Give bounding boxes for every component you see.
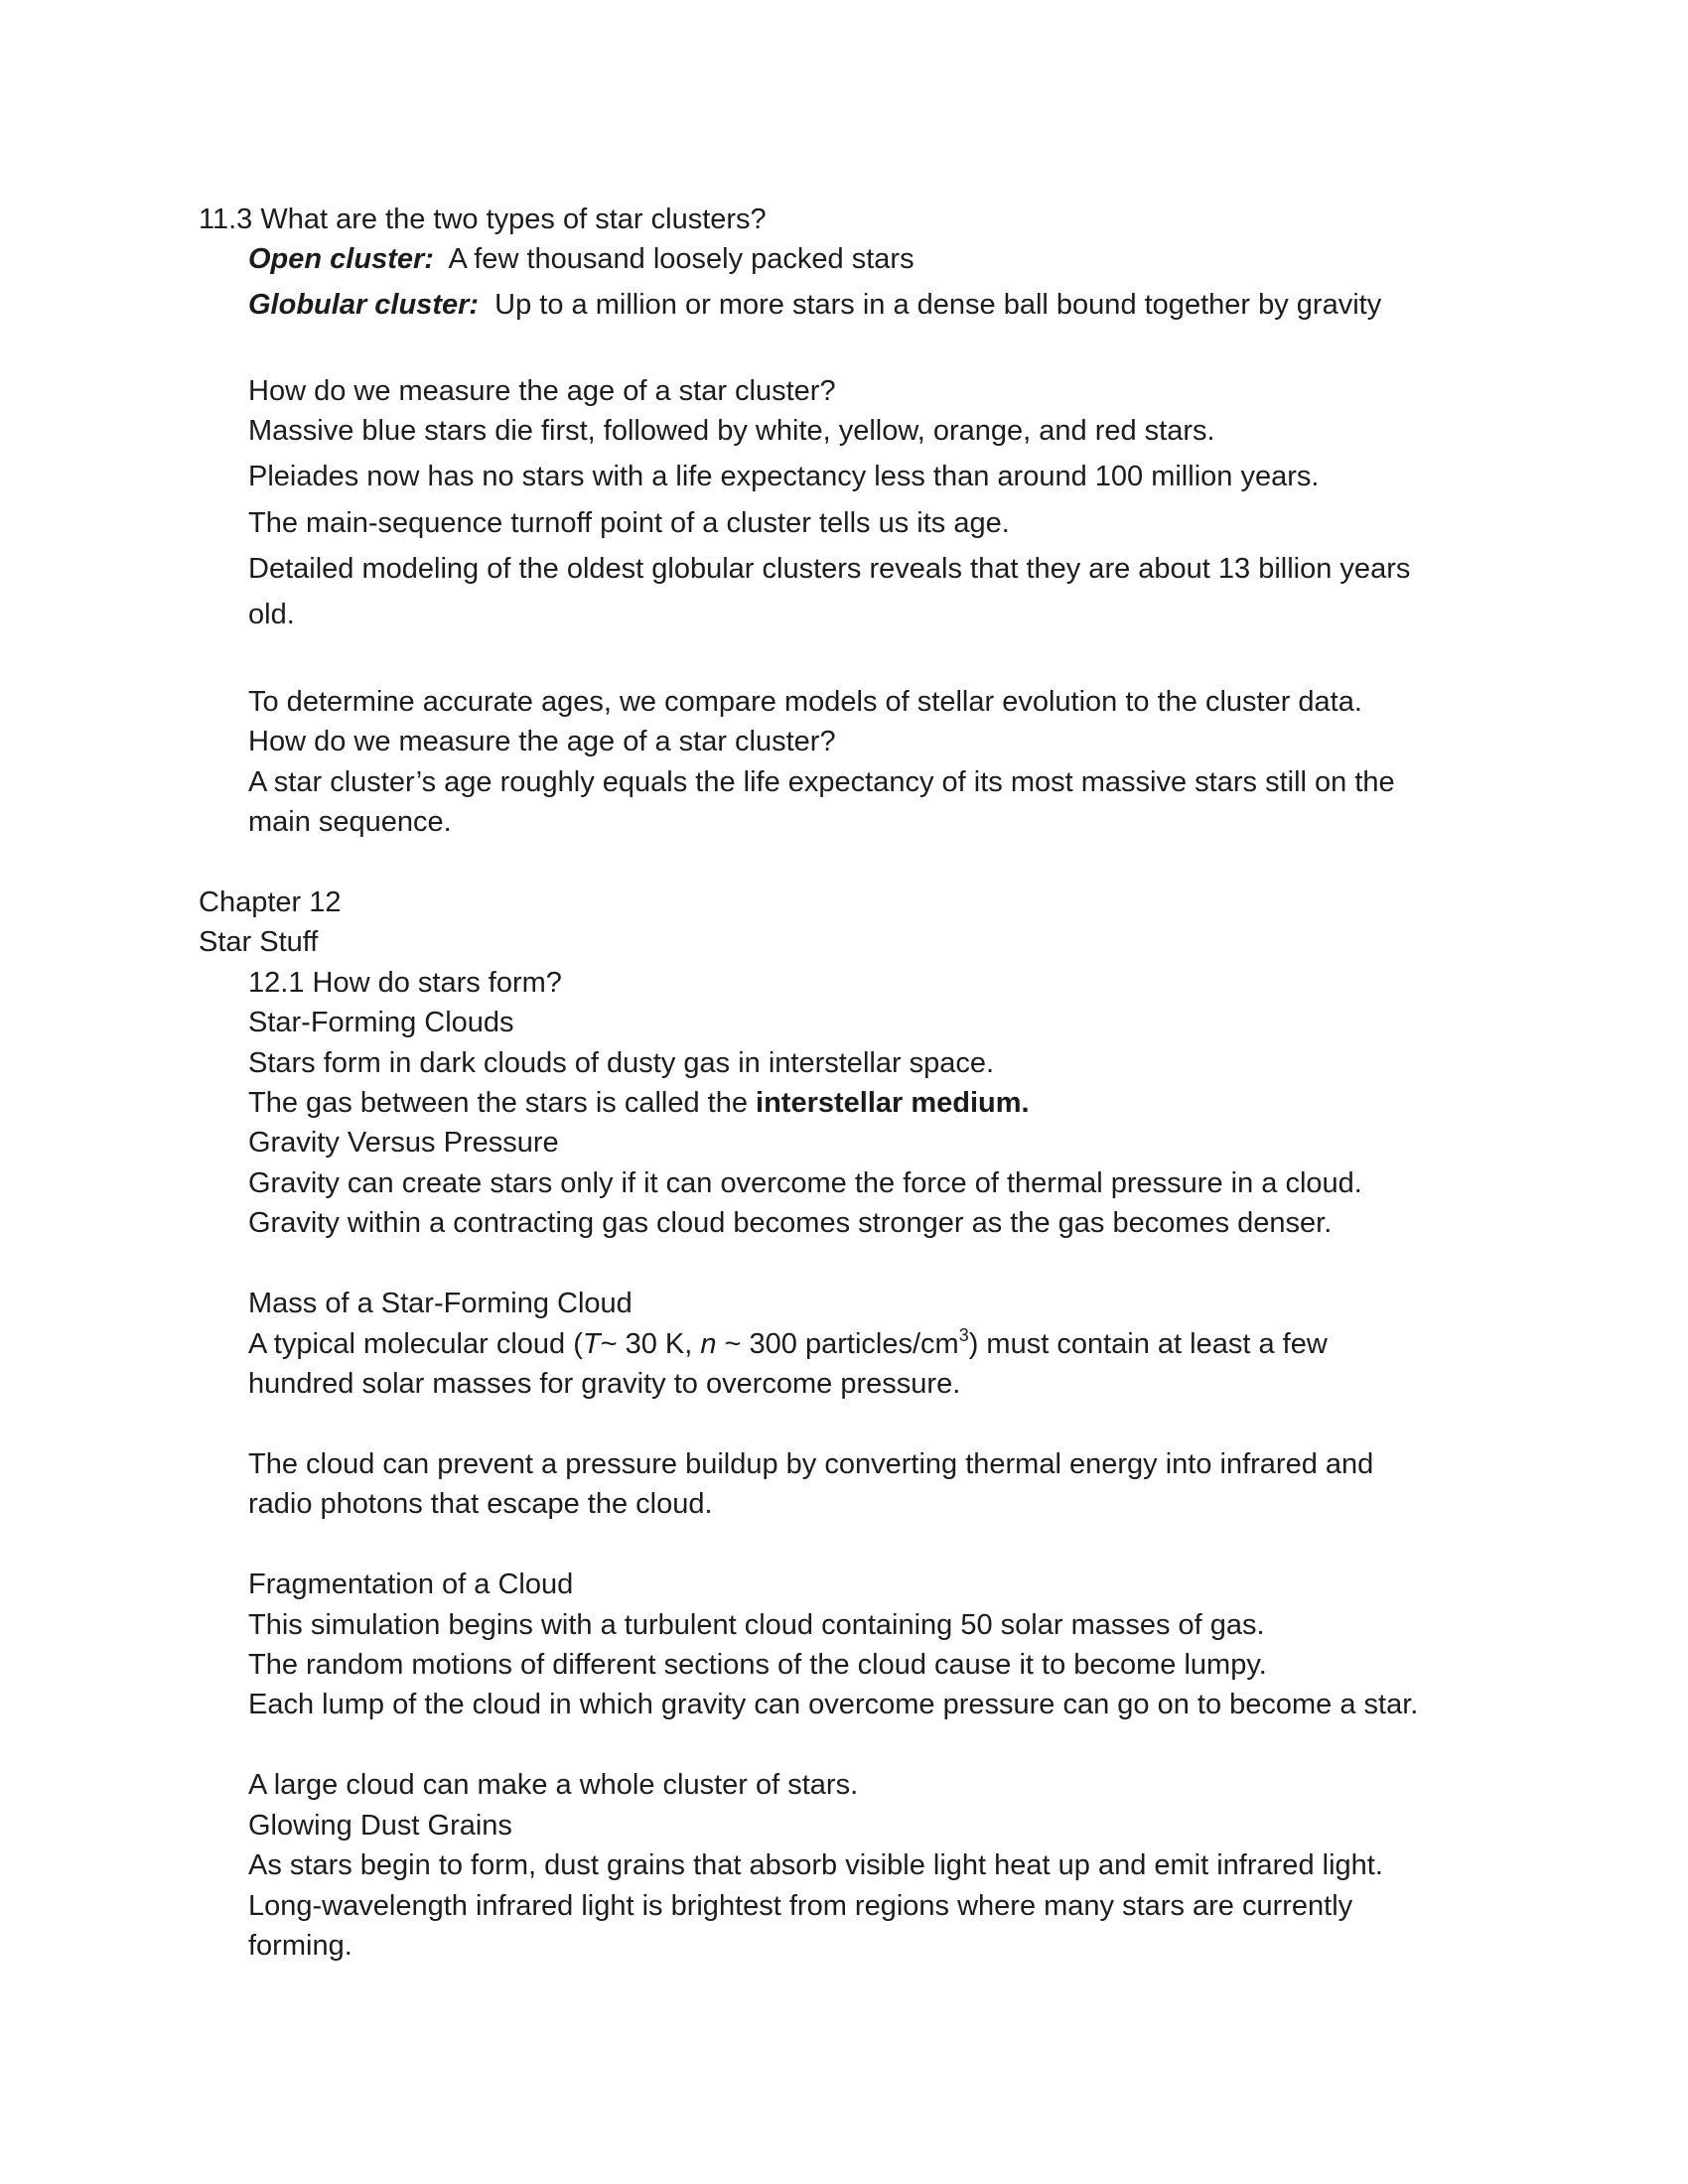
paragraph-line: Gravity can create stars only if it can overcome the force of thermal pressure in a cloud. bbox=[248, 1167, 1362, 1199]
sentence-text: ) must contain at least a few bbox=[968, 1328, 1328, 1360]
paragraph-line: Pleiades now has no stars with a life expectancy less than around 100 million years. bbox=[248, 461, 1320, 492]
subheading-mass-of-cloud: Mass of a Star-Forming Cloud bbox=[248, 1288, 633, 1319]
question-cluster-age: How do we measure the age of a star cluster? bbox=[248, 375, 836, 407]
paragraph-line: Massive blue stars die first, followed by white, yellow, orange, and red stars. bbox=[248, 415, 1215, 447]
paragraph-line: This simulation begins with a turbulent cloud containing 50 solar masses of gas. bbox=[248, 1609, 1265, 1641]
section-heading-12-1: 12.1 How do stars form? bbox=[248, 967, 562, 999]
symbol-temperature: T bbox=[582, 1328, 601, 1360]
paragraph-line: A star cluster’s age roughly equals the life expectancy of its most massive stars still on the bbox=[248, 766, 1395, 798]
paragraph-line: radio photons that escape the cloud. bbox=[248, 1488, 713, 1520]
symbol-density: n bbox=[700, 1328, 717, 1360]
sentence-text: ~ 30 K, bbox=[600, 1328, 701, 1360]
subheading-star-forming-clouds: Star-Forming Clouds bbox=[248, 1007, 514, 1038]
sentence-text: A typical molecular cloud ( bbox=[248, 1328, 583, 1360]
paragraph-line: Stars form in dark clouds of dusty gas in interstellar space. bbox=[248, 1047, 995, 1079]
globular-cluster-text: Up to a million or more stars in a dense ball bound together by gravity bbox=[494, 289, 1382, 321]
paragraph-line: To determine accurate ages, we compare models of stellar evolution to the cluster data. bbox=[248, 686, 1362, 718]
paragraph-line: As stars begin to form, dust grains that absorb visible light heat up and emit infrared light. bbox=[248, 1849, 1383, 1881]
term-interstellar-medium: interstellar medium. bbox=[756, 1087, 1030, 1119]
subheading-fragmentation: Fragmentation of a Cloud bbox=[248, 1569, 574, 1600]
paragraph-line: Gravity within a contracting gas cloud becomes stronger as the gas becomes denser. bbox=[248, 1207, 1333, 1239]
paragraph-line: The cloud can prevent a pressure buildup by converting thermal energy into infrared and bbox=[248, 1448, 1374, 1480]
chapter-title: Star Stuff bbox=[199, 926, 319, 958]
paragraph-line bbox=[248, 1327, 1328, 1361]
open-cluster-term: Open cluster: bbox=[248, 243, 434, 275]
paragraph-line: The random motions of different sections of the cloud cause it to become lumpy. bbox=[248, 1649, 1267, 1681]
globular-cluster-definition bbox=[248, 288, 1381, 322]
sentence-text: ~ 300 particles/cm bbox=[716, 1328, 959, 1360]
sentence-text: The gas between the stars is called the bbox=[248, 1087, 757, 1119]
chapter-label: Chapter 12 bbox=[199, 887, 342, 918]
paragraph-line bbox=[248, 1086, 1030, 1120]
paragraph-line: hundred solar masses for gravity to overcome pressure. bbox=[248, 1368, 961, 1400]
paragraph-line: old. bbox=[248, 599, 295, 630]
superscript-3: 3 bbox=[958, 1325, 969, 1345]
paragraph-line: The main-sequence turnoff point of a cluster tells us its age. bbox=[248, 507, 1010, 539]
open-cluster-text: A few thousand loosely packed stars bbox=[448, 243, 914, 275]
paragraph-line: main sequence. bbox=[248, 806, 452, 838]
paragraph-line: forming. bbox=[248, 1930, 352, 1962]
globular-cluster-term: Globular cluster: bbox=[248, 289, 480, 321]
paragraph-line: Detailed modeling of the oldest globular clusters reveals that they are about 13 billion years bbox=[248, 553, 1411, 585]
subheading-glowing-dust-grains: Glowing Dust Grains bbox=[248, 1810, 512, 1842]
section-heading-11-3: 11.3 What are the two types of star clusters? bbox=[199, 204, 767, 235]
paragraph-line: Long-wavelength infrared light is brightest from regions where many stars are currently bbox=[248, 1890, 1353, 1922]
paragraph-line: Each lump of the cloud in which gravity can overcome pressure can go on to become a star. bbox=[248, 1689, 1419, 1720]
subheading-gravity-versus-pressure: Gravity Versus Pressure bbox=[248, 1127, 559, 1159]
question-cluster-age-repeat: How do we measure the age of a star cluster? bbox=[248, 726, 836, 757]
paragraph-line: A large cloud can make a whole cluster of stars. bbox=[248, 1769, 859, 1801]
open-cluster-definition bbox=[248, 242, 914, 276]
